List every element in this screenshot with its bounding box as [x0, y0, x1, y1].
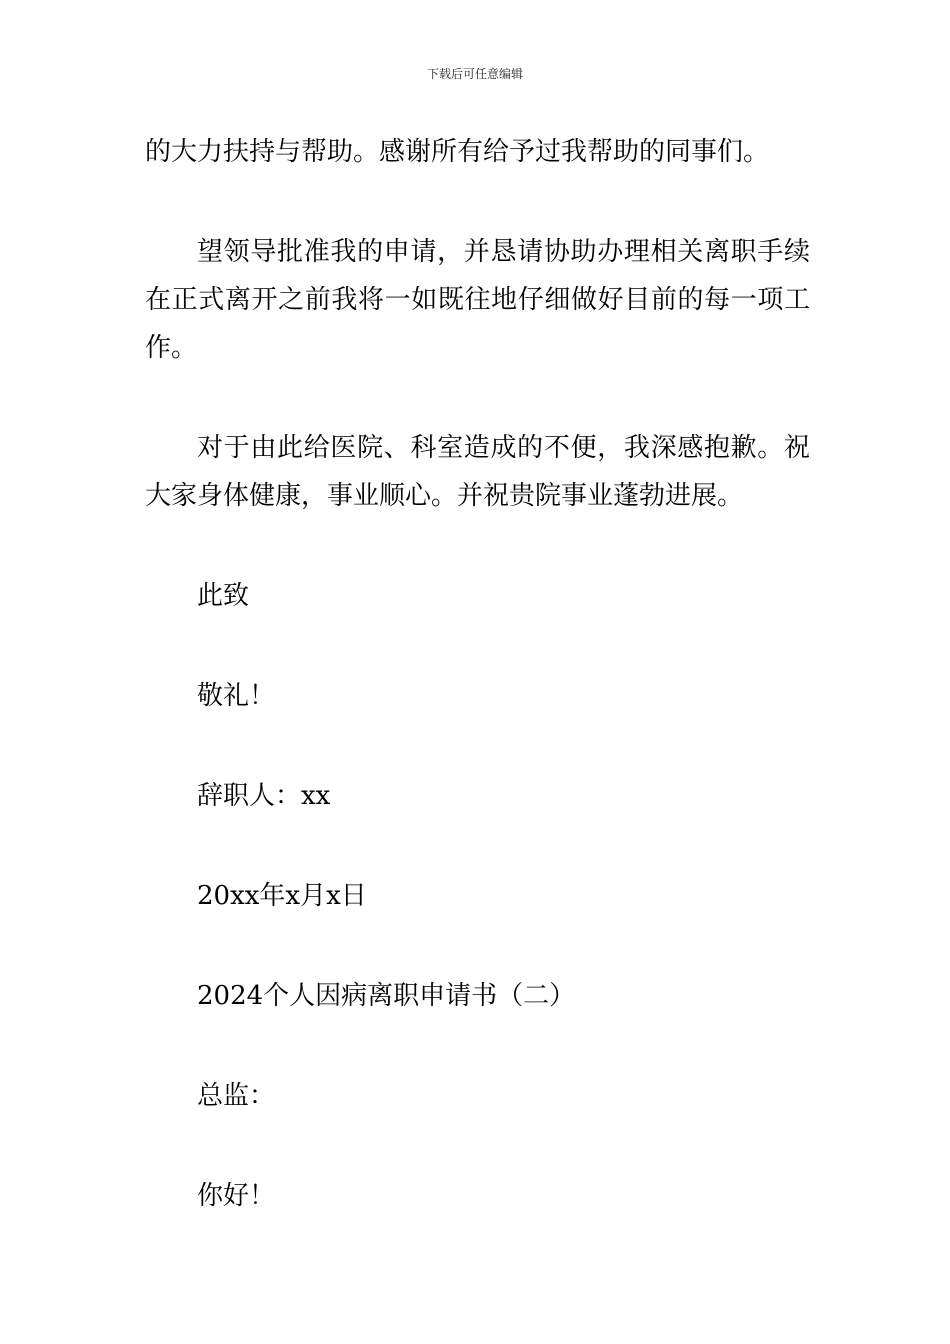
section-title: 2024个人因病离职申请书（二） [197, 981, 576, 1011]
paragraph-continuation: 的大力扶持与帮助。感谢所有给予过我帮助的同事们。 [145, 137, 770, 167]
addressee-line: 总监： [197, 1081, 276, 1111]
closing-regards: 敬礼！ [197, 681, 276, 711]
paragraph-request: 望领导批准我的申请，并恳请协助办理相关离职手续在正式离开之前我将一如既往地仔细做好目前的每一项工作。 [145, 237, 810, 363]
document-body [145, 128, 810, 1220]
closing-salutation: 此致 [197, 581, 250, 611]
page-header [0, 66, 950, 82]
date-line: 20xx年x月x日 [197, 881, 367, 911]
greeting-line: 你好！ [197, 1181, 276, 1211]
header-text: 下载后可任意编辑 [426, 67, 523, 81]
signature-line: 辞职人：xx [197, 781, 331, 811]
paragraph-apology: 对于由此给医院、科室造成的不便，我深感抱歉。祝大家身体健康，事业顺心。并祝贵院事业蓬勃进展。 [145, 433, 810, 511]
